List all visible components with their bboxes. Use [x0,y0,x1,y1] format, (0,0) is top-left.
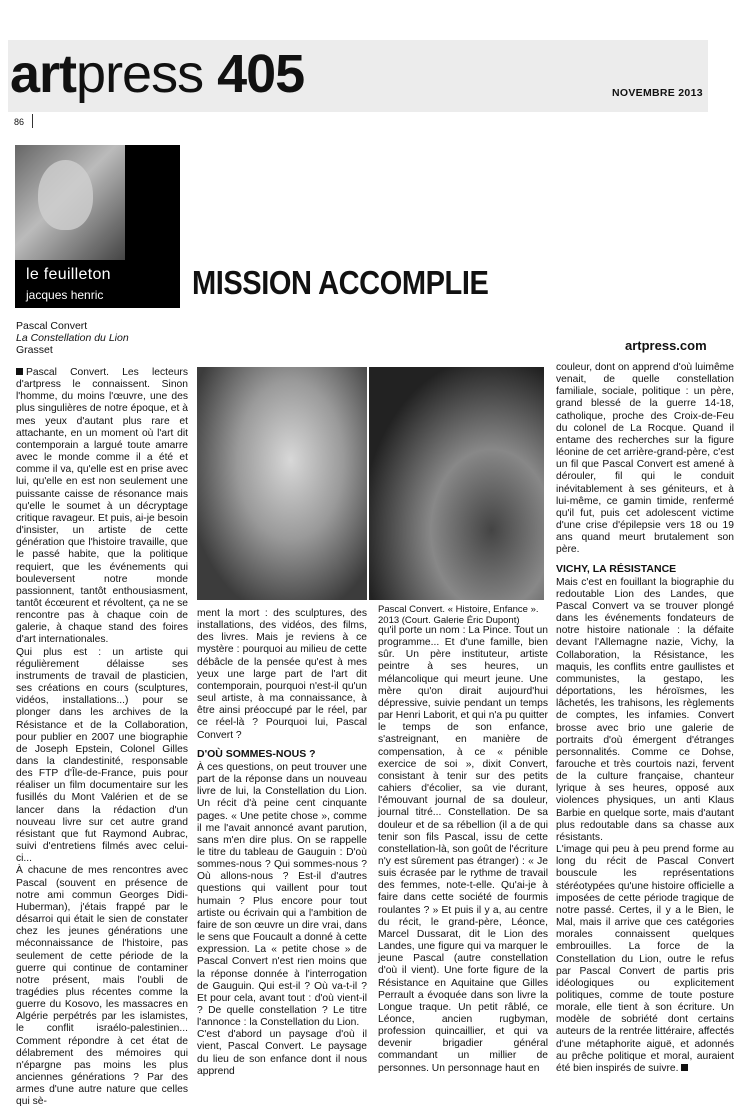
column-author: jacques henric [26,288,104,302]
book-publisher: Grasset [16,344,53,356]
paragraph: Mais c'est en fouillant la biographie du redoutable Lion des Landes, que Pascal Convert va se trouver plongé dans les événements fondateurs de notre histoire nationale : la défaite devant l'Allemagne nazie, Vichy, la Collaboration, la Résistance, les maquis, les conflits entre gaullistes et communistes, la gestapo, les déportations, les héroïsmes, les lâchetés, les trahisons, les règlements de comptes, les infamies. Convert brosse avec brio une galerie de portraits d'où émergent d'étranges personnalités. Comme ce Dohse, farouche et très courtois nazi, fervent de la culture française, chanteur lyrique à ses heures, opposé aux violences physiques, un anti Klaus Barbie en quelque sorte, mais d'autant plus redoutable dans sa chasse aux résistants. [556,576,734,843]
section-heading: D'OÙ SOMMES-NOUS ? [197,747,316,760]
article-column-2 [197,608,367,1078]
paragraph: Pascal Convert. Les lecteurs d'artpress le connaissent. Sinon l'homme, du moins l'œuvre, une des plus singulières de notre époque, et à mes yeux d'autant plus rare et attachante, en un moment où l'art dit contemporain a largué toute amarre avec le monde comme il a été et comme il va, qu'elle est en prise avec lui, qu'elle en est non seulement une puissante caisse de résonance mais qu'elle le soumet à un décryptage critique ravageur. Et puis, ai-je besoin d'insister, un artiste de cette génération que l'histoire travaille, que le passé habite, que la politique requiert, que les événements qui bouleversent notre monde passionnent, tantôt enthousiasment, tantôt écœurent et révoltent, ça ne se rencontre pas à chaque coin de galerie, à chaque stand des foires d'art internationales. [16,367,188,646]
paragraph: L'image qui peu à peu prend forme au long du récit de Pascal Convert bouscule les représentations stéréotypées qu'une histoire officielle a imposées de cette période tragique de notre passé. Certes, il y a le Bien, le Mal, mais il arrive que ces catégories morales connaissent quelques embrouilles. La force de la Constellation du Lion, outre le refus par Pascal Convert de partis pris idéologiques ou explicitement politiques, comme de toute posture morale, elle tient à son écriture. Un modèle de sobriété dont certains auteurs de la rentrée littéraire, affectés d'une métaphorite aiguë, et adonnés au prêche politique et moral, auraient été bien inspirés de suivre. [556,844,734,1074]
issue-number: 405 [217,44,305,104]
site-logo: artpress.com [625,338,707,353]
author-portrait-face [38,160,93,230]
section-heading: VICHY, LA RÉSISTANCE [556,562,677,575]
page-divider [32,114,33,128]
book-title: La Constellation du Lion [16,332,129,344]
logo-press: press [76,44,204,104]
article-column-4 [556,362,734,1078]
magazine-logo [10,44,304,104]
paragraph: couleur, dont on apprend d'où luimême venait, de quelle constellation familiale, sociale, politique : un père, grand blessé de la guerre 14-18, catholique, proche des Croix-de-Feu du colonel de La Rocque. Quand il entame des recherches sur la figure léonine de cet arrière-grand-père, c'est un fil que Pascal Convert est amené à dérouler, fil qui le conduit inévitablement à ses géniteurs, et à lui-même, ce gamin timide, renfermé qu'il fut, puis cet adolescent victime d'une crise d'épilepsie vers 18 ou 19 ans quand meurt brutalement son père. [556,362,734,556]
end-square-icon [681,1064,688,1071]
logo-art: art [10,44,77,104]
paragraph: qu'il porte un nom : La Pince. Tout un programme... Et d'une famille, bien sûr. Un père instituteur, artiste peintre à ses heures, un mélancolique qui meurt jeune. Une mère qu'on dirait aujourd'hui dépressive, suivie pendant un temps par Henri Laborit, et qui n'a pu quitter le temps de son enfance, s'astreignant, en manière de compensation, à ce « pénible exercice de soi », dixit Convert, consistant à tenir sur des petits cahiers d'écolier, sa vie durant, l'émouvant journal de sa douleur, journal titré... Constellation. De sa douleur et de sa rébellion (il a de qui tenir son fils Pascal, issu de cette constellation-là, son goût de l'écriture n'y est sûrement pas étranger) : « Je suis écrasée par le rythme de travail des femmes, note-t-elle. Qu'ai-je à faire dans cette société de fourmis roulantes ? » Et puis il y a, au centre du récit, le grand-père, Léonce, Marcel Dussarat, dit le Lion des Landes, une figure qui va marquer le jeune Pascal (autre constellation d'où il vient). Une forte figure de la Résistance en Aquitaine que Gilles Perrault a évoquée dans son livre la Longue traque. Un petit râblé, ce Léonce, ancien rugbyman, profession quincaillier, et qui va devenir brigadier général commandant un millier de personnes. Un personnage haut en [378,625,548,1074]
book-author: Pascal Convert [16,320,88,332]
article-headline: MISSION ACCOMPLIE [192,264,489,301]
article-column-3 [378,625,548,1080]
caption-text: Pascal Convert. « Histoire, Enfance ». [378,604,539,615]
book-credits [16,320,129,356]
artwork-photo-child [197,367,367,600]
lead-square-icon [16,368,23,375]
article-column-1 [16,367,188,1108]
paragraph: À chacune de mes rencontres avec Pascal (souvent en présence de notre ami commun Georges Didi-Huberman), j'étais frappé par le désarroi qui était le sien de constater chez les jeunes générations une méconnaissance de l'histoire, pas seulement de cette période de la guerre qui continue de contaminer notre présent, mais l'oubli de tragédies plus récentes comme la guerre du Kosovo, les massacres en Algérie perpétrés par les islamistes, le conflit israélo-palestinien... Comment répondre à cet état de délabrement des mémoires qui n'épargne pas moins les plus anciennes générations ? Par des armes d'une autre nature que celles qui sè- [16,865,188,1108]
issue-date: NOVEMBRE 2013 [612,87,703,99]
paragraph: À ces questions, on peut trouver une part de la réponse dans un nouveau livre de lui, la Constellation du Lion. Un récit d'à peine cent cinquante pages. « Une petite chose », comme il me l'avait annoncé avant parution, sans m'en dire plus. On se rappelle le titre du tableau de Gauguin : D'où sommes-nous ? Qui sommes-nous ? Où allons-nous ? Est-il d'autres questions qui vaillent pour tout humain ? Plus encore pour tout artiste ou écrivain qui a l'ambition de faire de son œuvre un dire vrai, dans le sens que Foucault a donné à cette expression. La « petite chose » de Pascal Convert n'est rien moins que la réponse donnée à l'interrogation de Gauguin. Qui est-il ? Où va-t-il ? Et pour cela, avant tout : d'où vient-il ? De quelle constellation ? Le titre l'annonce : la Constellation du Lion. [197,761,367,1029]
paragraph: ment la mort : des sculptures, des installations, des vidéos, des films, des livres. Mais je reviens à ce mystère : pourquoi au milieu de cette débâcle de la pensée qu'est à mes yeux une large part de l'art dit contemporain, pourquoi n'est-il qu'un seul artiste, à ma connaissance, à être ainsi préoccupé par le réel, par ce réel-là ? Pourquoi lui, Pascal Convert ? [197,608,367,741]
caption-credit: 2013 (Court. Galerie Éric Dupont) [378,615,520,626]
photo-caption [378,604,544,626]
paragraph: Qui plus est : un artiste qui régulièrement délaisse ses instruments de travail de plasticien, ses créations en cours (sculptures, vidéos, installations...) pour se plonger dans les archives de la Résistance et de la Collaboration, pour publier en 2007 une biographie de Joseph Epstein, Colonel Gilles dans la clandestinité, responsable des FTP d'Île-de-France, puis pour réaliser un film documentaire sur les fusillés du Mont Valérien et de se lancer dans la rédaction d'un nouveau livre sur cet autre grand résistant que fut Raymond Aubrac, suivi d'entretiens filmés avec celui-ci... [16,646,188,865]
paragraph: C'est d'abord un paysage d'où il vient, Pascal Convert. Le paysage du lieu de son enfance dont il nous apprend [197,1029,367,1077]
page-number: 86 [14,117,25,127]
artwork-photo-landscape [369,367,544,600]
column-title: le feuilleton [26,266,111,283]
